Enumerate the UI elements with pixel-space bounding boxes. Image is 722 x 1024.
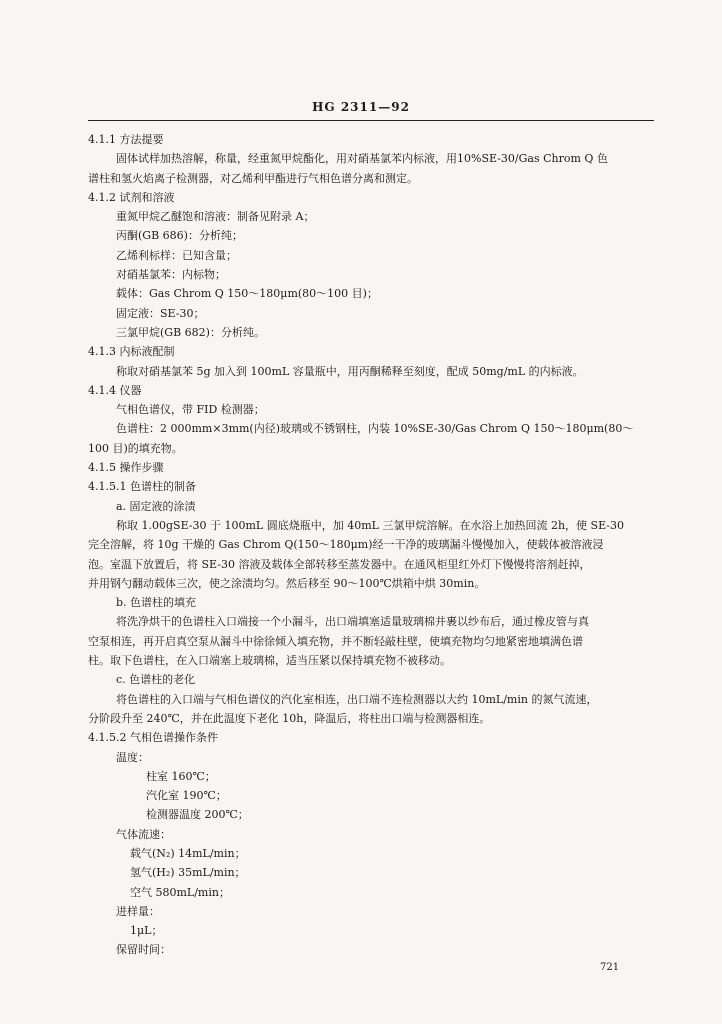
text-line: 温度： [116,750,149,764]
text-line: a. 固定液的涂渍 [116,499,196,513]
text-line: 固体试样加热溶解，称量，经重氮甲烷酯化，用对硝基氯苯内标液，用10%SE-30/Gas Chrom Q 色 [116,152,608,166]
text-line: 空泵相连，再开启真空泵从漏斗中徐徐倾入填充物，并不断轻敲柱壁，使填充物均匀地紧密地填满色谱 [88,634,583,648]
text-line: 柱。取下色谱柱，在入口端塞上玻璃棉，适当压紧以保持填充物不被移动。 [88,654,451,668]
document-body [88,130,654,960]
text-line: 丙酮(GB 686)：分析纯； [116,229,243,243]
text-line: 三氯甲烷(GB 682)：分析纯。 [116,325,265,339]
text-line: 泡。室温下放置后，将 SE-30 溶液及载体全部转移至蒸发器中。在通风柜里红外灯下慢慢将溶剂赶掉， [88,557,591,571]
text-line: 气体流速： [116,827,171,841]
text-line: 空气 580mL/min； [130,885,230,899]
section-heading: 4.1.2 试剂和溶液 [88,190,175,204]
page-number: 721 [600,962,620,973]
text-line: 完全溶解，将 10g 干燥的 Gas Chrom Q(150～180μm)经一干净的玻璃漏斗慢慢加入，使载体被溶液浸 [88,538,604,552]
text-line: 并用钢勺翻动载体三次，使之涂渍均匀。然后移至 90～100℃烘箱中烘 30min。 [88,576,486,590]
text-line: 分阶段升至 240℃，并在此温度下老化 10h，降温后，将柱出口端与检测器相连。 [88,711,491,725]
text-line: b. 色谱柱的填充 [116,596,197,610]
text-line: 将色谱柱的入口端与气相色谱仪的汽化室相连，出口端不连检测器以大约 10mL/min 的氮气流速， [116,692,598,706]
header-rule [88,120,654,121]
section-heading: 4.1.1 方法提要 [88,133,164,146]
section-heading: 4.1.5.1 色谱柱的制备 [88,480,196,494]
text-line: 称取 1.00gSE-30 于 100mL 圆底烧瓶中，加 40mL 三氯甲烷溶解。在水浴上加热回流 2h，使 SE-30 [116,518,625,532]
text-line: 载气(N₂) 14mL/min； [130,846,246,860]
section-heading: 4.1.5.2 气相色谱操作条件 [88,731,218,745]
text-line: 保留时间： [116,943,171,957]
standard-code-header: HG 2311—92 [312,100,410,114]
text-line: 重氮甲烷乙醚饱和溶液：制备见附录 A； [116,210,315,224]
text-line: 乙烯利标样：已知含量； [116,248,237,262]
section-heading: 4.1.3 内标液配制 [88,345,175,359]
text-line: 谱柱和氢火焰离子检测器，对乙烯利甲酯进行气相色谱分离和测定。 [88,171,418,185]
text-line: 1μL； [130,924,163,938]
text-line: 100 目)的填充物。 [88,441,183,455]
text-line: 检测器温度 200℃； [146,808,249,822]
text-line: 称取对硝基氯苯 5g 加入到 100mL 容量瓶中，用丙酮稀释至刻度，配成 50mg/mL 的内标液。 [116,364,584,378]
text-line: 将洗净烘干的色谱柱入口端接一个小漏斗，出口端填塞适量玻璃棉并裹以纱布后，通过橡皮管与真 [116,615,589,629]
section-heading: 4.1.4 仪器 [88,383,142,397]
text-line: c. 色谱柱的老化 [116,673,196,687]
text-line: 柱室 160℃； [146,769,216,783]
text-line: 固定液：SE-30； [116,306,205,320]
text-line: 载体：Gas Chrom Q 150～180μm(80～100 目)； [116,287,378,301]
text-line: 氢气(H₂) 35mL/min； [130,866,246,880]
text-line: 对硝基氯苯：内标物； [116,268,226,282]
text-line: 进样量： [116,904,160,918]
text-line: 色谱柱：2 000mm×3mm(内径)玻璃或不锈钢柱，内装 10%SE-30/Gas Chrom Q 150～180μm(80～ [116,422,634,436]
section-heading: 4.1.5 操作步骤 [88,461,164,475]
text-line: 汽化室 190℃； [146,789,227,803]
text-line: 气相色谱仪，带 FID 检测器； [116,403,265,417]
